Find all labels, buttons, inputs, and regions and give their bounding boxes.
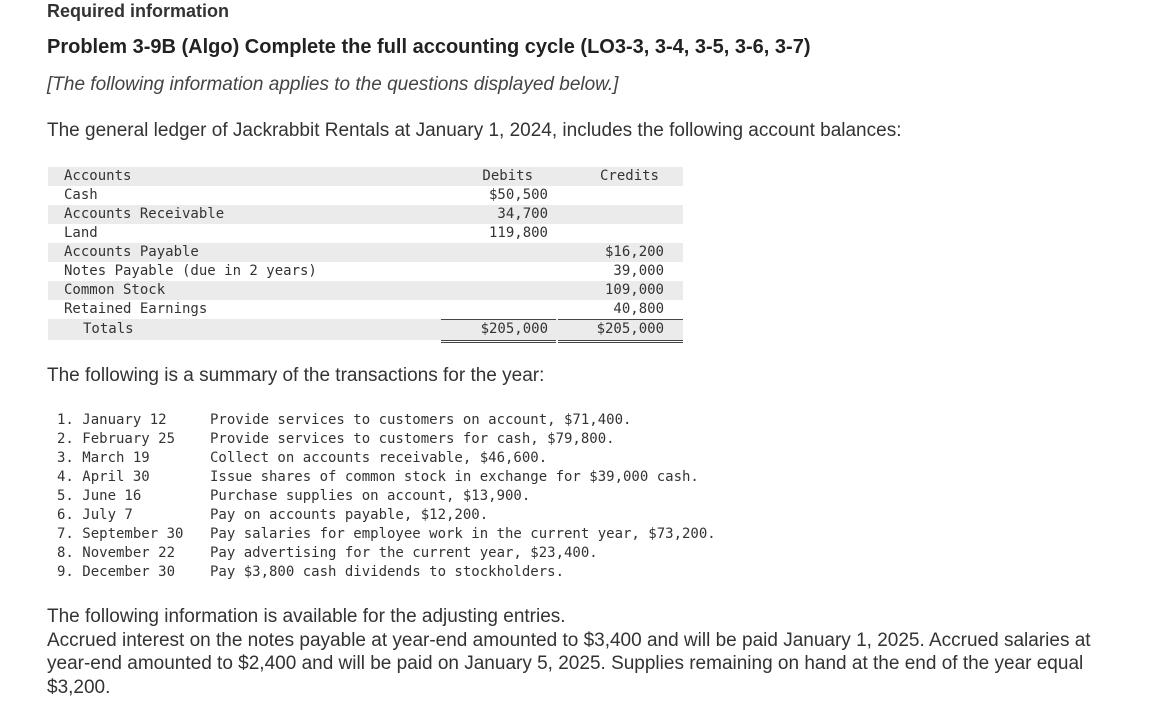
transaction-date: 4. April 30 (57, 469, 150, 485)
transaction-description: Pay salaries for employee work in the current year, $73,200. (210, 526, 716, 542)
header-debits: Debits (482, 168, 533, 184)
ledger-debit: 119,800 (488, 225, 548, 241)
info-note: [The following information applies to the questions displayed below.] (47, 74, 619, 95)
ledger-header-row (48, 167, 683, 186)
ledger-credit: $16,200 (604, 244, 664, 260)
total-credits: $205,000 (596, 321, 664, 337)
transaction-date: 3. March 19 (57, 450, 150, 466)
ledger-row (48, 224, 683, 243)
ledger-account: Common Stock (64, 282, 166, 298)
ledger-account: Cash (64, 187, 98, 203)
ledger-account: Notes Payable (due in 2 years) (64, 263, 317, 279)
header-accounts: Accounts (64, 168, 132, 184)
ledger-table (48, 167, 683, 340)
transactions-intro: The following is a summary of the transactions for the year: (47, 365, 545, 386)
transaction-description: Collect on accounts receivable, $46,600. (210, 450, 548, 466)
transaction-date: 8. November 22 (57, 545, 176, 561)
ledger-account: Accounts Payable (64, 244, 199, 260)
transaction-description: Purchase supplies on account, $13,900. (210, 488, 531, 504)
ledger-account: Retained Earnings (64, 301, 208, 317)
transaction-description: Provide services to customers on account, $71,400. (210, 412, 632, 428)
ledger-row (48, 205, 683, 224)
totals-label: Totals (83, 321, 134, 337)
ledger-account: Accounts Receivable (64, 206, 225, 222)
transaction-date: 9. December 30 (57, 564, 176, 580)
ledger-row (48, 186, 683, 205)
total-debits: $205,000 (480, 321, 548, 337)
transaction-date: 5. June 16 (57, 488, 142, 504)
adjusting-details: Accrued interest on the notes payable at year-end amounted to $3,400 and will be paid January 1, 2025. Accrued salaries at year-end amounted to $2,400 and will be paid on January 5, 2025. Supplies remaining on hand at the end of the year equal $3,200. (47, 629, 1091, 698)
ledger-debit: $50,500 (488, 187, 548, 203)
adjusting-info (47, 605, 1127, 699)
ledger-row (48, 243, 683, 262)
ledger-intro: The general ledger of Jackrabbit Rentals at January 1, 2024, includes the following account balances: (47, 120, 902, 141)
transaction-description: Provide services to customers for cash, $79,800. (210, 431, 615, 447)
ledger-credit: 40,800 (613, 301, 664, 317)
transaction-date: 1. January 12 (57, 412, 167, 428)
adjusting-intro: The following information is available for the adjusting entries. (47, 606, 566, 627)
ledger-account: Land (64, 225, 98, 241)
ledger-row (48, 300, 683, 319)
ledger-row (48, 281, 683, 300)
ledger-totals-row (48, 319, 683, 340)
required-information-heading: Required information (47, 1, 230, 21)
transaction-description: Issue shares of common stock in exchange for $39,000 cash. (210, 469, 699, 485)
transaction-date: 2. February 25 (57, 431, 176, 447)
transaction-date: 7. September 30 (57, 526, 184, 542)
transaction-description: Pay $3,800 cash dividends to stockholders. (210, 564, 565, 580)
ledger-credit: 109,000 (604, 282, 664, 298)
transaction-description: Pay advertising for the current year, $23,400. (210, 545, 598, 561)
header-credits: Credits (599, 168, 659, 184)
ledger-credit: 39,000 (613, 263, 664, 279)
ledger-debit: 34,700 (497, 206, 548, 222)
transaction-description: Pay on accounts payable, $12,200. (210, 507, 489, 523)
problem-title: Problem 3-9B (Algo) Complete the full accounting cycle (LO3-3, 3-4, 3-5, 3-6, 3-7) (47, 36, 811, 58)
transaction-date: 6. July 7 (57, 507, 133, 523)
ledger-row (48, 262, 683, 281)
